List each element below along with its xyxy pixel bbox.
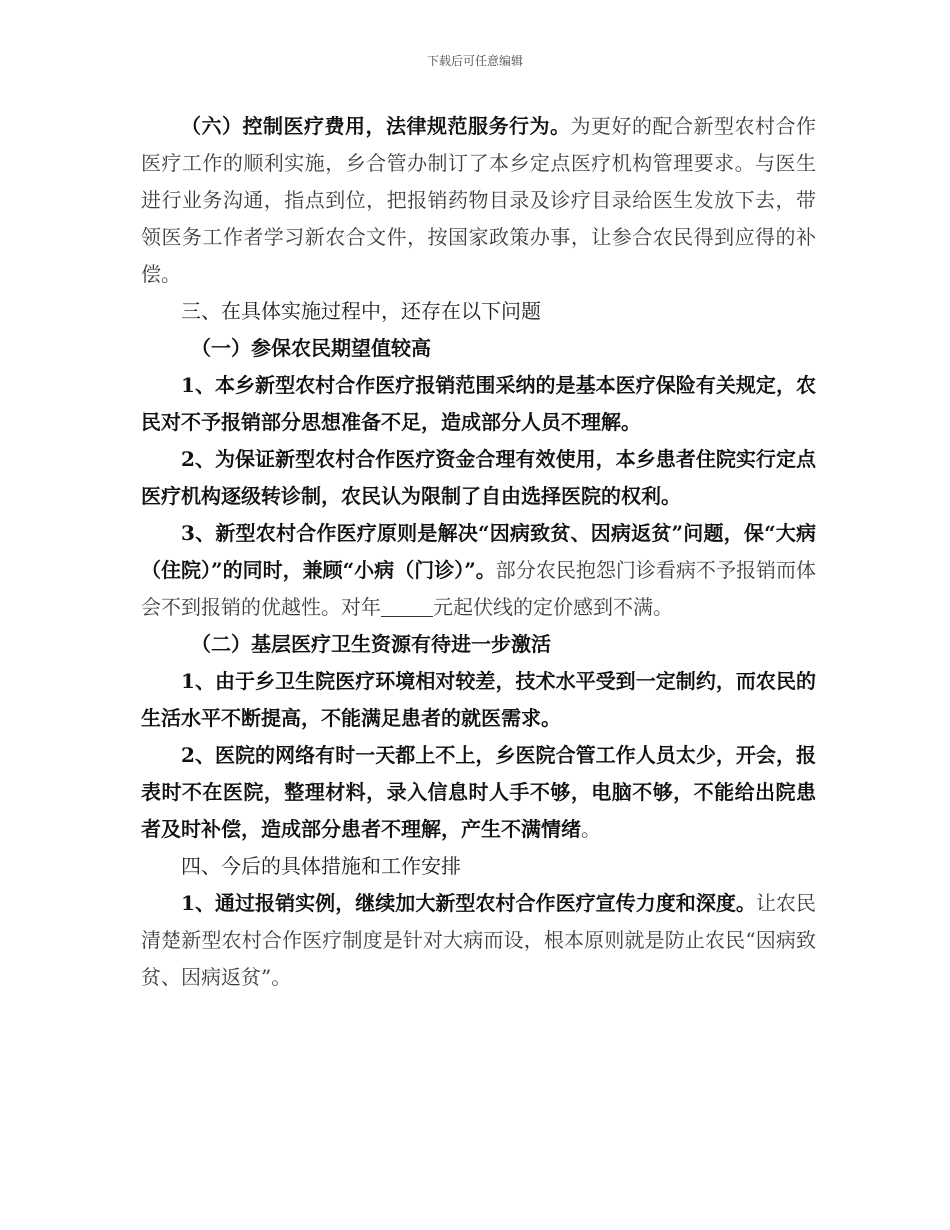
item-4-1-text: 让农民清楚新型农村合作医疗制度是针对大病而设，根本原则就是防止农民“因病致贫、因病返贫”。 bbox=[141, 891, 817, 989]
page-header: 下载后可任意编辑 bbox=[426, 54, 523, 68]
heading-part-3: 三、在具体实施过程中，还存在以下问题 bbox=[181, 299, 541, 323]
heading-part-3-1: （一）参保农民期望值较高 bbox=[191, 336, 431, 360]
heading-part-3-2: （二）基层医疗卫生资源有待进一步激活 bbox=[191, 632, 551, 656]
section-6-heading: （六）控制医疗费用，法律规范服务行为。 bbox=[181, 114, 571, 138]
item-3-bold-text: 3、新型农村合作医疗原则是解决“因病致贫、因病返贫”问题，保“大病（住院）”的同时，兼顾“小病（门诊）”。 bbox=[141, 521, 816, 582]
document-body bbox=[141, 108, 816, 996]
paragraph-3-2-item-2 bbox=[141, 737, 816, 848]
paragraph-3-1-item-3 bbox=[141, 515, 816, 626]
item-3-text-a: 部分农民抱怨门诊看病不予报销而体会不到报销的优越性。对年 bbox=[141, 558, 817, 619]
item-4-1-bold-text: 1、通过报销实例，继续加大新型农村合作医疗宣传力度和深度。 bbox=[181, 891, 756, 915]
paragraph-3-1-item-2: 2、为保证新型农村合作医疗资金合理有效使用，本乡患者住院实行定点医疗机构逐级转诊制，农民认为限制了自由选择医院的权利。 bbox=[141, 447, 816, 508]
item-2-bold-text: 2、医院的网络有时一天都上不上，乡医院合管工作人员太少，开会，报表时不在医院，整理材料，录入信息时人手不够，电脑不够，不能给出院患者及时补偿，造成部分患者不理解，产生不满情绪 bbox=[141, 743, 816, 841]
paragraph-section-6 bbox=[141, 108, 816, 293]
paragraph-3-2-item-1: 1、由于乡卫生院医疗环境相对较差，技术水平受到一定制约，而农民的生活水平不断提高，不能满足患者的就医需求。 bbox=[141, 669, 816, 730]
fill-in-blank bbox=[381, 596, 433, 617]
item-2-end-punct: 。 bbox=[581, 817, 601, 841]
heading-part-4: 四、今后的具体措施和工作安排 bbox=[181, 854, 461, 878]
paragraph-4-item-1 bbox=[141, 885, 816, 996]
paragraph-3-1-item-1: 1、本乡新型农村合作医疗报销范围采纳的是基本医疗保险有关规定，农民对不予报销部分思想准备不足，造成部分人员不理解。 bbox=[141, 373, 816, 434]
item-3-text-b: 元起伏线的定价感到不满。 bbox=[433, 595, 673, 619]
section-6-text: 为更好的配合新型农村合作医疗工作的顺利实施，乡合管办制订了本乡定点医疗机构管理要求。与医生进行业务沟通，指点到位，把报销药物目录及诊疗目录给医生发放下去，带领医务工作者学习新农合文件，按国家政策办事，让参合农民得到应得的补偿。 bbox=[141, 114, 816, 286]
